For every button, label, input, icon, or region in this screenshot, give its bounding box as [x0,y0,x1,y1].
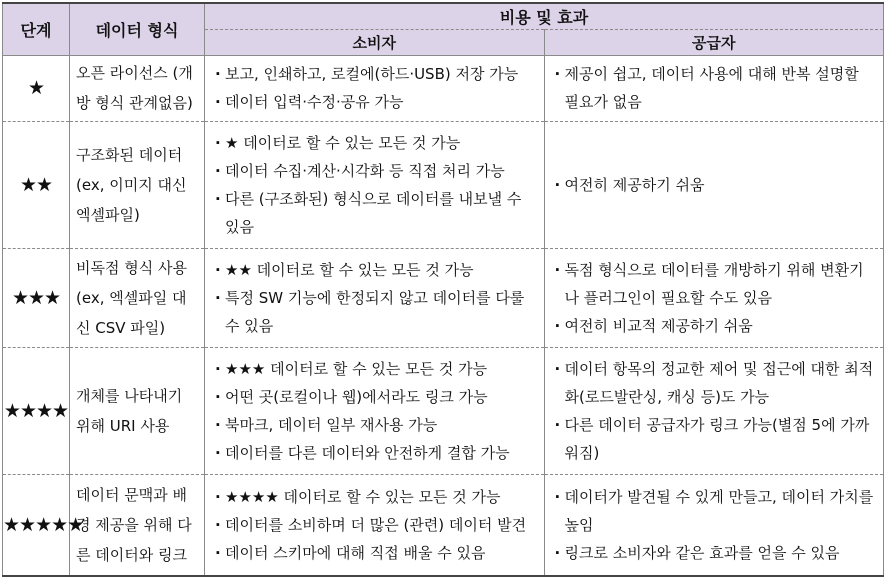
table [2,2,884,577]
list-item: · ★★ 데이터로 할 수 있는 모든 것 가능 [213,256,538,284]
header-cost-effect: 비용 및 효과 [205,3,884,29]
format-cell: 오픈 라이선스 (개방 형식 관계없음) [70,55,205,122]
list-item: · 여전히 제공하기 쉬움 [553,171,878,199]
table-row [3,122,884,248]
list-item: · 제공이 쉽고, 데이터 사용에 대해 반복 설명할 필요가 없음 [553,60,878,116]
data-stage-table [2,2,884,577]
list-item: · 보고, 인쇄하고, 로컬에(하드·USB) 저장 가능 [213,60,538,88]
table-row [3,347,884,474]
consumer-cell [205,55,545,122]
provider-cell [544,55,884,122]
list-item: · 데이터를 소비하며 더 많은 (관련) 데이터 발견 [213,511,538,539]
provider-cell [544,347,884,474]
format-cell: 데이터 문맥과 배경 제공을 위해 다른 데이터와 링크 [70,475,205,576]
list-item: · 데이터 스키마에 대해 직접 배울 수 있음 [213,539,538,567]
list-item: · 다른 (구조화된) 형식으로 데이터를 내보낼 수 있음 [213,185,538,241]
header-provider: 공급자 [544,29,884,55]
provider-cell [544,122,884,248]
star-rating: ★★★★★ [3,475,70,576]
star-rating: ★★★★ [3,347,70,474]
consumer-cell [205,347,545,474]
list-item: · 특정 SW 기능에 한정되지 않고 데이터를 다룰 수 있음 [213,284,538,340]
header-consumer: 소비자 [205,29,545,55]
header-format: 데이터 형식 [70,3,205,55]
format-cell: 개체를 나타내기 위해 URI 사용 [70,347,205,474]
list-item: · 북마크, 데이터 일부 재사용 가능 [213,411,538,439]
table-row [3,55,884,122]
list-item: · 어떤 곳(로컬이나 웹)에서라도 링크 가능 [213,383,538,411]
list-item: · 데이터 입력·수정·공유 가능 [213,88,538,116]
list-item: · ★★★ 데이터로 할 수 있는 모든 것 가능 [213,355,538,383]
list-item: · ★★★★ 데이터로 할 수 있는 모든 것 가능 [213,483,538,511]
header-row [3,3,884,29]
list-item: · 링크로 소비자와 같은 효과를 얻을 수 있음 [553,539,878,567]
format-cell: 구조화된 데이터 (ex, 이미지 대신 엑셀파일) [70,122,205,248]
list-item: · 여전히 비교적 제공하기 쉬움 [553,312,878,340]
list-item: · 데이터 수집·계산·시각화 등 직접 처리 가능 [213,157,538,185]
list-item: · 데이터 항목의 정교한 제어 및 접근에 대한 최적화(로드발란싱, 캐싱 등)도 가능 [553,355,878,411]
list-item: · 데이터가 발견될 수 있게 만들고, 데이터 가치를 높임 [553,483,878,539]
format-cell: 비독점 형식 사용 (ex, 엑셀파일 대신 CSV 파일) [70,248,205,347]
star-rating: ★ [3,55,70,122]
table-row [3,248,884,347]
list-item: · ★ 데이터로 할 수 있는 모든 것 가능 [213,129,538,157]
star-rating: ★★ [3,122,70,248]
list-item: · 데이터를 다른 데이터와 안전하게 결합 가능 [213,439,538,467]
consumer-cell [205,475,545,576]
provider-cell [544,248,884,347]
provider-cell [544,475,884,576]
table-row [3,475,884,576]
star-rating: ★★★ [3,248,70,347]
consumer-cell [205,122,545,248]
header-stage: 단계 [3,3,70,55]
consumer-cell [205,248,545,347]
list-item: · 독점 형식으로 데이터를 개방하기 위해 변환기나 플러그인이 필요할 수도 있음 [553,256,878,312]
list-item: · 다른 데이터 공급자가 링크 가능(별점 5에 가까워짐) [553,411,878,467]
